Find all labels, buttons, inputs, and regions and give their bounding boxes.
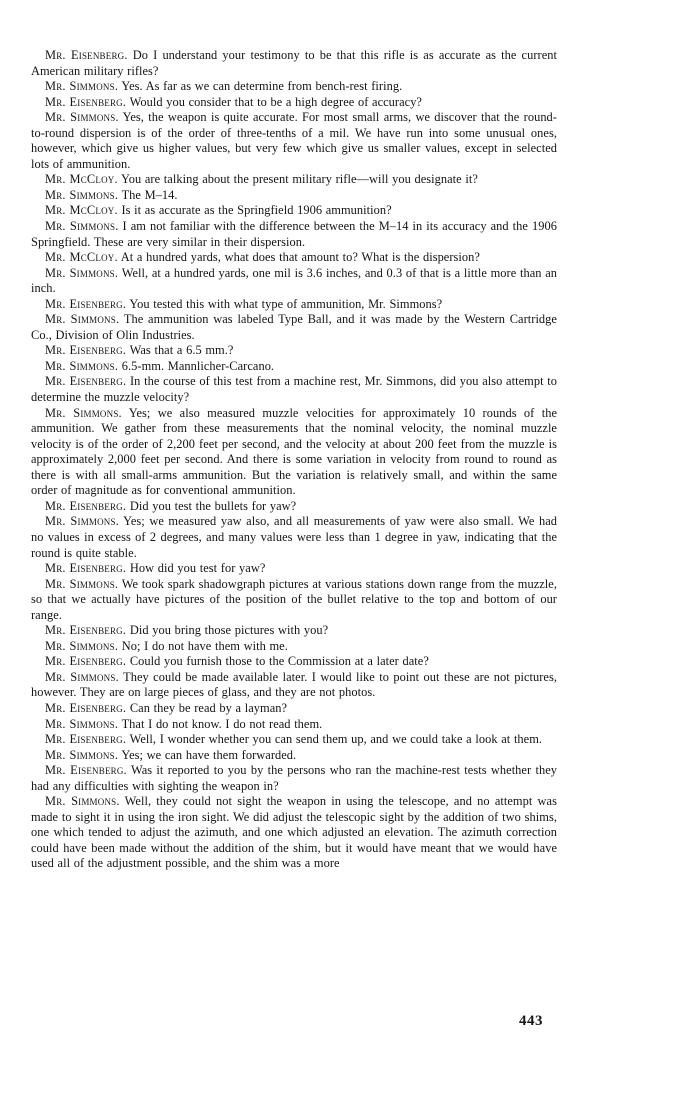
speaker-name: Mr. Eisenberg. bbox=[45, 561, 127, 576]
transcript-paragraph bbox=[31, 312, 557, 343]
testimony-text: Did you bring those pictures with you? bbox=[129, 623, 329, 638]
testimony-text: In the course of this test from a machine rest, Mr. Simmons, did you also attempt to determine the muzzle velocity? bbox=[31, 374, 557, 405]
speaker-name: Mr. Simmons. bbox=[45, 219, 119, 234]
testimony-text: At a hundred yards, what does that amount to? What is the dispersion? bbox=[120, 250, 480, 265]
transcript-paragraph bbox=[31, 250, 557, 266]
speaker-name: Mr. Simmons. bbox=[45, 265, 119, 280]
speaker-name: Mr. Eisenberg. bbox=[45, 296, 127, 311]
transcript-paragraph bbox=[31, 297, 557, 313]
speaker-name: Mr. Simmons. bbox=[45, 187, 119, 202]
transcript-paragraph bbox=[31, 219, 557, 250]
speaker-name: Mr. Eisenberg. bbox=[45, 498, 127, 513]
transcript-paragraph bbox=[31, 748, 557, 764]
transcript-paragraph bbox=[31, 359, 557, 375]
testimony-text: Was that a 6.5 mm.? bbox=[129, 343, 234, 358]
transcript-paragraph bbox=[31, 514, 557, 561]
speaker-name: Mr. McCloy. bbox=[45, 172, 118, 187]
transcript-paragraph bbox=[31, 203, 557, 219]
speaker-name: Mr. Simmons. bbox=[45, 794, 120, 809]
speaker-name: Mr. Eisenberg. bbox=[45, 654, 127, 669]
transcript-paragraph bbox=[31, 670, 557, 701]
transcript-paragraph bbox=[31, 95, 557, 111]
testimony-text: The M–14. bbox=[121, 187, 178, 202]
transcript-paragraph bbox=[31, 110, 557, 172]
transcript-paragraph bbox=[31, 374, 557, 405]
speaker-name: Mr. Simmons. bbox=[45, 405, 122, 420]
testimony-text: No; I do not have them with me. bbox=[121, 638, 288, 653]
transcript-paragraph bbox=[31, 172, 557, 188]
testimony-text: Well, at a hundred yards, one mil is 3.6 inches, and 0.3 of that is a little more than an inch. bbox=[31, 265, 557, 296]
testimony-text: Was it reported to you by the persons who ran the machine-rest tests whether they had any difficulties with sighting the weapon in? bbox=[31, 763, 557, 793]
speaker-name: Mr. Simmons. bbox=[45, 638, 119, 653]
transcript-paragraph bbox=[31, 561, 557, 577]
testimony-text: You are talking about the present military rifle—will you designate it? bbox=[120, 172, 478, 187]
transcript-paragraph bbox=[31, 406, 557, 499]
transcript-paragraph bbox=[31, 654, 557, 670]
transcript-paragraph bbox=[31, 343, 557, 359]
page-number: 443 bbox=[519, 1013, 543, 1029]
transcript-paragraph bbox=[31, 266, 557, 297]
speaker-name: Mr. Eisenberg. bbox=[45, 732, 127, 747]
transcript-paragraph bbox=[31, 499, 557, 515]
speaker-name: Mr. McCloy. bbox=[45, 250, 118, 265]
testimony-text: You tested this with what type of ammunition, Mr. Simmons? bbox=[129, 296, 443, 311]
transcript-paragraph bbox=[31, 577, 557, 624]
transcript-paragraph bbox=[31, 763, 557, 794]
testimony-text: They could be made available later. I would like to point out these are not pictures, however. They are on large pieces of glass, and they are not photos. bbox=[31, 669, 557, 700]
testimony-text: Yes; we can have them forwarded. bbox=[121, 747, 297, 762]
speaker-name: Mr. Simmons. bbox=[45, 358, 119, 373]
testimony-text: How did you test for yaw? bbox=[129, 561, 266, 576]
speaker-name: Mr. Eisenberg. bbox=[45, 763, 127, 778]
transcript-body bbox=[31, 48, 557, 872]
transcript-paragraph bbox=[31, 701, 557, 717]
speaker-name: Mr. Eisenberg. bbox=[45, 48, 128, 62]
speaker-name: Mr. Eisenberg. bbox=[45, 374, 127, 389]
speaker-name: Mr. Simmons. bbox=[45, 669, 119, 684]
speaker-name: Mr. Simmons. bbox=[45, 716, 119, 731]
transcript-paragraph bbox=[31, 623, 557, 639]
testimony-text: I am not familiar with the difference between the M–14 in its accuracy and the 1906 Springfield. These are very similar in their dispersion. bbox=[31, 219, 557, 249]
transcript-paragraph bbox=[31, 717, 557, 733]
transcript-paragraph bbox=[31, 48, 557, 79]
speaker-name: Mr. Simmons. bbox=[45, 576, 119, 591]
testimony-text: Yes; we measured yaw also, and all measurements of yaw were also small. We had no values in excess of 2 degrees, and many values were less than 1 degree in yaw, indicating that the round is quite stable. bbox=[31, 514, 557, 560]
speaker-name: Mr. Simmons. bbox=[45, 312, 120, 327]
speaker-name: Mr. McCloy. bbox=[45, 203, 118, 218]
testimony-text: Yes; we also measured muzzle velocities for approximately 10 rounds of the ammunition. We gather from these measurements that the nominal velocity, the nominal muzzle velocity is of the order of 2,200 feet per second, and the velocity at about 200 feet from the muzzle is approximately 2,000 feet per second. And there is some variation in velocity from round to round as there is with all small-arms ammunition. But the variation is relatively small, and within the same order of magnitude as for conventional ammunition. bbox=[31, 405, 557, 498]
testimony-text: Well, they could not sight the weapon in using the telescope, and no attempt was made to sight it in using the iron sight. We did adjust the telescopic sight by the addition of two shims, one which tended to adjust the azimuth, and one which adjusted an elevation. The azimuth correction could have been made without the addition of the shim, but it would have meant that we would have used all of the adjustment possible, and the shim was a more bbox=[31, 794, 557, 871]
transcript-paragraph bbox=[31, 732, 557, 748]
testimony-text: That I do not know. I do not read them. bbox=[121, 716, 323, 731]
testimony-text: Do I understand your testimony to be that this rifle is as accurate as the current American military rifles? bbox=[31, 48, 557, 78]
testimony-text: Yes, the weapon is quite accurate. For most small arms, we discover that the round-to-round dispersion is of the order of three-tenths of a mil. We have run into some unusual ones, however, which give us higher values, but very few which give us smaller values, except in selected lots of ammunition. bbox=[31, 110, 557, 171]
testimony-text: The ammunition was labeled Type Ball, and it was made by the Western Cartridge Co., Division of Olin Industries. bbox=[31, 312, 557, 342]
speaker-name: Mr. Eisenberg. bbox=[45, 623, 127, 638]
testimony-text: Can they be read by a layman? bbox=[129, 700, 288, 715]
testimony-text: 6.5-mm. Mannlicher-Carcano. bbox=[121, 358, 275, 373]
transcript-paragraph bbox=[31, 639, 557, 655]
transcript-paragraph bbox=[31, 188, 557, 204]
testimony-text: Is it as accurate as the Springfield 1906 ammunition? bbox=[121, 203, 392, 218]
transcript-paragraph bbox=[31, 79, 557, 95]
speaker-name: Mr. Eisenberg. bbox=[45, 94, 127, 109]
transcript-paragraph bbox=[31, 794, 557, 872]
speaker-name: Mr. Eisenberg. bbox=[45, 343, 127, 358]
testimony-text: Well, I wonder whether you can send them up, and we could take a look at them. bbox=[129, 732, 543, 747]
speaker-name: Mr. Simmons. bbox=[45, 747, 119, 762]
speaker-name: Mr. Eisenberg. bbox=[45, 700, 127, 715]
speaker-name: Mr. Simmons. bbox=[45, 110, 119, 125]
testimony-text: Would you consider that to be a high degree of accuracy? bbox=[129, 94, 422, 109]
speaker-name: Mr. Simmons. bbox=[45, 514, 120, 529]
speaker-name: Mr. Simmons. bbox=[45, 79, 119, 94]
testimony-text: We took spark shadowgraph pictures at various stations down range from the muzzle, so that we actually have pictures of the position of the bullet relative to the top and bottom of our range. bbox=[31, 576, 557, 622]
testimony-text: Did you test the bullets for yaw? bbox=[129, 498, 297, 513]
testimony-text: Yes. As far as we can determine from bench-rest firing. bbox=[121, 79, 403, 94]
testimony-text: Could you furnish those to the Commission at a later date? bbox=[129, 654, 429, 669]
